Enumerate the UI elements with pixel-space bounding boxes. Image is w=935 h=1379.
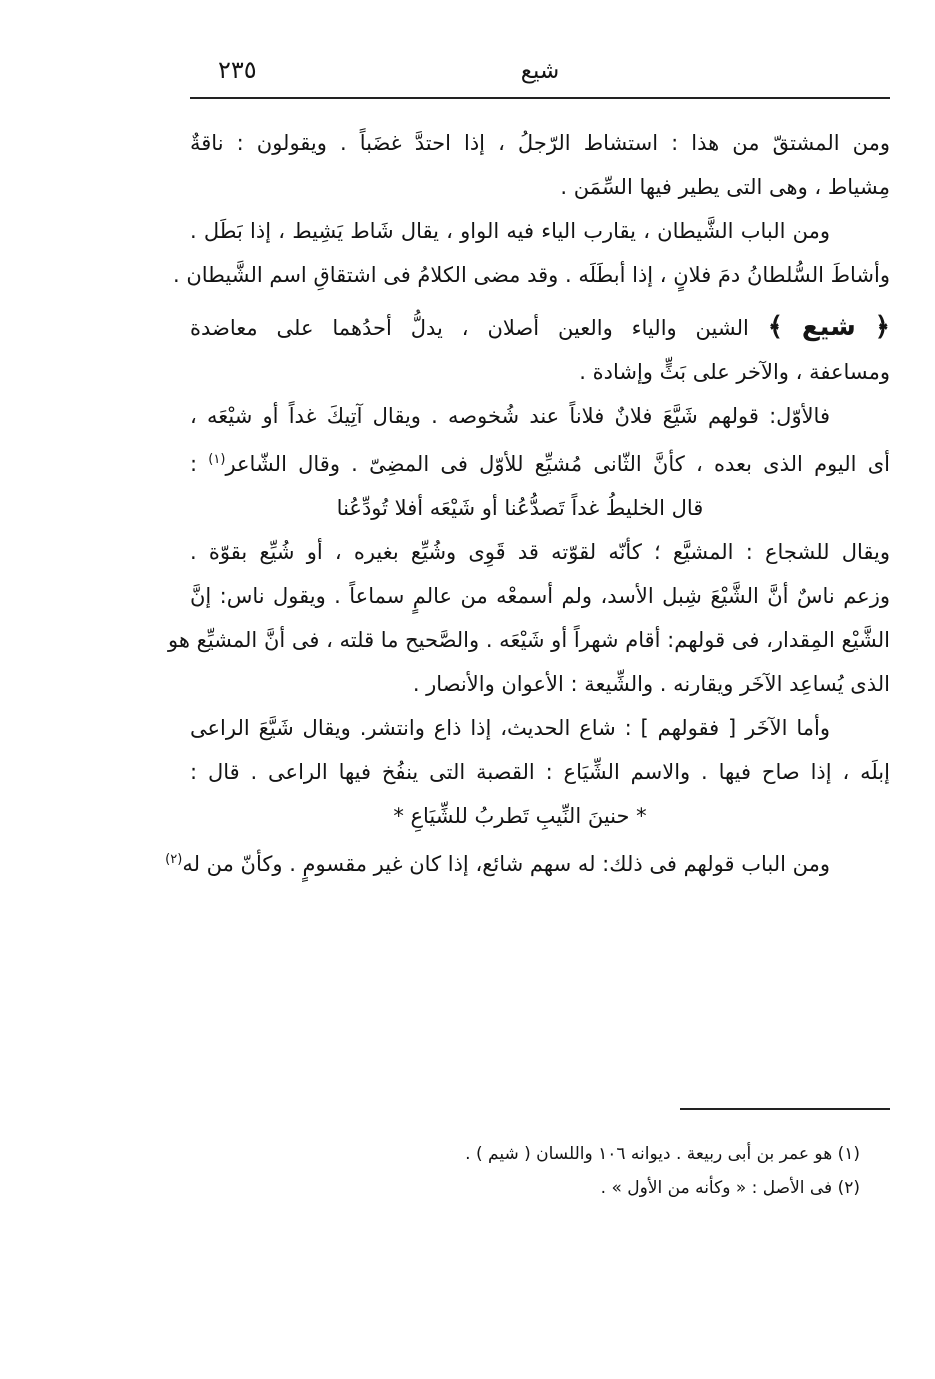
footnote-ref: (٢): [165, 852, 183, 867]
text-line: ومن الباب قولهم فى ذلك: له سهم شائع، إذا كان غير مقسومٍ . وكأنّ من له$^{(٢)}$: [165, 852, 830, 876]
entry-definition: الشين والياء والعين أصلان ، يدلُّ أحدُهما على معاضدة: [190, 316, 749, 340]
header-rule: [190, 97, 890, 99]
running-title: شيع: [520, 58, 560, 84]
text-line: ويقال للشجاع : المشيَّع ؛ كأنّه لقوّته قد قَوِى وشُيِّع بغيره ، أو شُيِّع بقوّة .: [190, 540, 890, 564]
verse-line: قال الخليطُ غداً تَصدُّعُنا أو شَيْعَه أفلا تُودِّعُنا: [336, 496, 704, 520]
entry-word: شيع: [801, 312, 856, 342]
footnote-ref: (١): [208, 452, 226, 467]
text-line: وزعم ناسٌ أنَّ الشَّيْعَ شِبل الأسد، ولم أسمعْه من عالمٍ سماعاً . ويقول ناس: إنَّ: [190, 584, 890, 608]
text-line: وأشاطَ السُّلطانُ دمَ فلانٍ ، إذا أبطَلَه . وقد مضى الكلامُ فى اشتقاقِ اسم الشَّيطان .: [172, 263, 890, 287]
text-line: الذى يُساعِد الآخَر ويقارنه . والشِّيعة : الأعوان والأنصار .: [412, 672, 890, 696]
text-line: ومن الباب الشَّيطان ، يقارب الياء فيه الواو ، يقال شَاط يَشِيط ، إذا بَطَل .: [190, 219, 830, 243]
footnote: (١) هو عمر بن أبى ربيعة . ديوانه ١٠٦ واللسان ( شيم ) .: [465, 1144, 860, 1164]
text-line: الشَّيْع المِقدار، فى قولهم: أقام شهراً أو شَيْعَه . والصَّحيح ما قلته ، فى أنَّ المشيِّع هو: [168, 628, 890, 652]
text-line: فالأوّل: قولهم شَيَّعَ فلانٌ فلاناً عند شُخوصه . ويقال آتِيكَ غداً أو شيْعَه ،: [190, 404, 830, 428]
body-text: [165, 128, 890, 893]
text-line: أى اليوم الذى بعده ، كأنَّ الثّانى مُشيِّع للأوّل فى المضِىّ . وقال الشّاعر$^{(١)}$ :: [190, 452, 890, 476]
page-header: [190, 56, 890, 96]
text-line: إبلَه ، إذا صاح فيها . والاسم الشِّيَاع : القصبة التى ينفُخ فيها الراعى . قال :: [190, 760, 890, 784]
text-line: ومن المشتقّ من هذا : استشاط الرّجلُ ، إذا احتدَّ غضَباً . ويقولون : ناقةٌ: [190, 131, 890, 155]
footnotes: [190, 1142, 860, 1210]
page-number: ٢٣٥: [218, 56, 257, 84]
entry-bracket-close: ﴾: [767, 312, 783, 342]
text-line: مِشياط ، وهى التى يطير فيها السِّمَن .: [560, 175, 890, 199]
verse-line: * حنينَ النِّيبِ تَطربُ للشِّيَاعِ *: [393, 804, 647, 828]
footnote-rule: [680, 1108, 890, 1110]
entry-bracket-open: ﴿: [874, 312, 890, 342]
text-line: ومساعفة ، والآخر على بَثٍّ وإشادة .: [579, 360, 890, 384]
entry-heading-line: [190, 312, 890, 343]
footnote: (٢) فى الأصل : « وكأنه من الأول » .: [600, 1178, 860, 1198]
text-line: وأما الآخَر [ فقولهم ] : شاع الحديث، إذا ذاع وانتشر. ويقال شَيَّعَ الراعى: [190, 716, 830, 740]
